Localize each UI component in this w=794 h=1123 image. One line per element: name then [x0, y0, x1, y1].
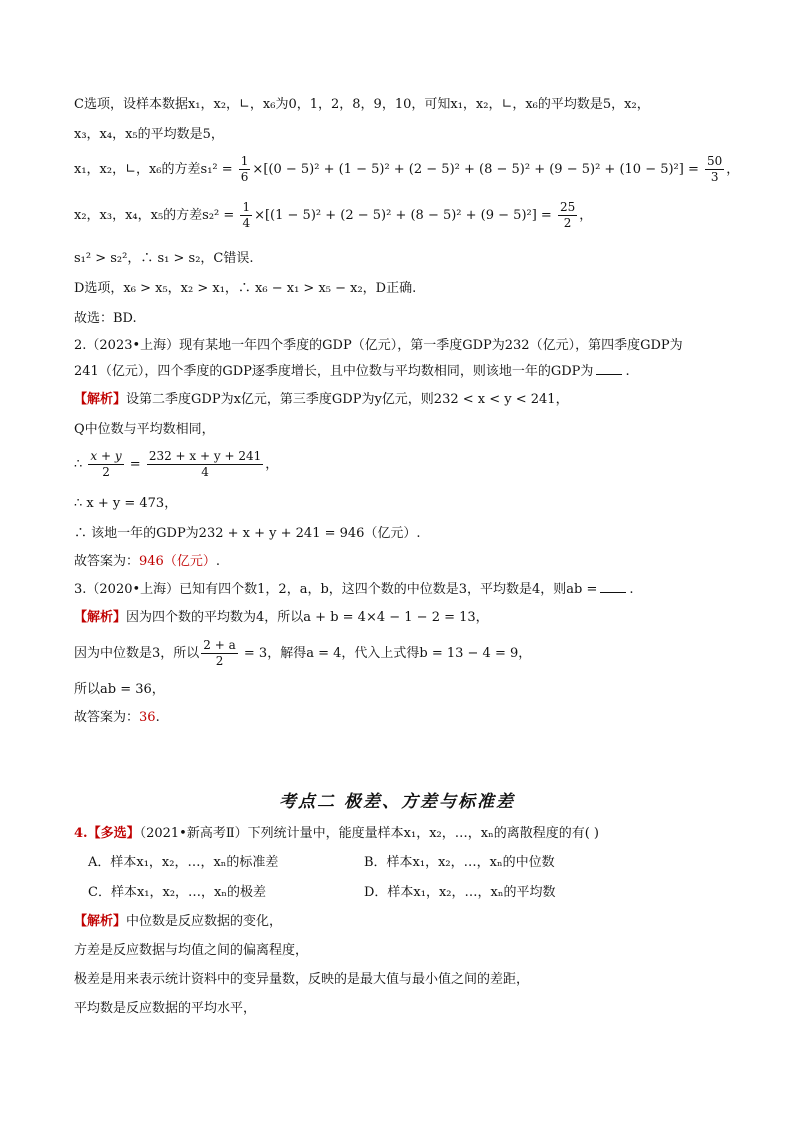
fraction-denominator: 2: [563, 216, 572, 230]
q3-solution-line-2: [74, 636, 531, 672]
q3-solution-text: 因为中位数是3，所以: [74, 646, 200, 661]
fraction-one-quarter: [240, 200, 252, 231]
answer-line-q1: 故选：BD.: [74, 311, 137, 326]
therefore-symbol: ∴: [74, 457, 87, 472]
part-c-line-2: x₃，x₄，x₅的平均数是5，: [74, 127, 224, 142]
variance-s2-body: ×[(1 − 5)² + (2 − 5)² + (8 − 5)² + (9 − 5)²] =: [254, 208, 556, 223]
q2-solution-text: 设第二季度GDP为x亿元，第三季度GDP为y亿元，则232 < x < y < 241，: [126, 392, 569, 407]
equals-sign: =: [125, 457, 145, 472]
fraction-numerator: 232 + x + y + 241: [148, 449, 262, 463]
section-heading: 考点二 极差、方差与标准差: [279, 792, 515, 812]
q3-answer: [74, 708, 160, 728]
fraction-result: [705, 154, 724, 185]
punctuation: ，: [579, 208, 593, 223]
fraction-denominator: 2: [102, 465, 110, 479]
q3-solution-line-3: 所以ab = 36，: [74, 682, 165, 697]
option-b: B．样本x₁，x₂，…，xₙ的中位数: [364, 855, 555, 870]
fraction-numerator: 50: [707, 154, 723, 168]
q3-solution-text: 因为四个数的平均数为4，所以a + b = 4×4 − 1 − 2 = 13，: [126, 610, 489, 625]
q2-solution-line-4: ∴ x + y = 473，: [74, 496, 178, 511]
solution-tag: 【解析】: [74, 392, 127, 407]
fraction-one-sixth: [239, 154, 251, 185]
answer-blank: [596, 362, 622, 375]
option-c: C．样本x₁，x₂，…，xₙ的极差: [88, 885, 266, 900]
variance-s1-body: ×[(0 − 5)² + (1 − 5)² + (2 − 5)² + (8 − 5)² + (9 − 5)² + (10 − 5)²] =: [252, 162, 703, 177]
answer-prefix: 故答案为：: [74, 710, 140, 725]
punctuation: ，: [265, 457, 279, 472]
fraction-numerator: 25: [559, 200, 576, 214]
q3-solution-text: = 3，解得a = 4，代入上式得b = 13 − 4 = 9，: [239, 646, 532, 661]
q3-stem-text: 3.（2020•上海）已知有四个数1，2，a，b，这四个数的中位数是3，平均数是4，则ab =: [74, 582, 598, 597]
q2-answer: [74, 552, 220, 572]
punctuation: .: [215, 554, 220, 569]
fraction-denominator: 4: [201, 465, 209, 479]
punctuation: .: [625, 364, 630, 379]
q4-stem-text: （2021•新高考Ⅱ）下列统计量中，能度量样本x₁，x₂，…，xₙ的离散程度的有( ): [139, 826, 599, 841]
option-d: D．样本x₁，x₂，…，xₙ的平均数: [364, 885, 556, 900]
fraction-median: [201, 638, 237, 669]
q2-stem-text: 241（亿元），四个季度的GDP逐季度增长，且中位数与平均数相同，则该地一年的GDP为: [74, 364, 594, 379]
fraction-median: [88, 449, 123, 480]
punctuation: .: [629, 582, 634, 597]
fraction-result: [558, 200, 577, 231]
variance-s1-prefix: x₁，x₂，∟，x₆的方差s₁² =: [74, 162, 237, 177]
variance-s2-formula: [74, 198, 592, 234]
solution-tag: 【解析】: [74, 610, 127, 625]
q4-solution-line-4: 平均数是反应数据的平均水平，: [74, 1001, 257, 1016]
q2-equation: [74, 447, 278, 483]
solution-tag: 【解析】: [74, 914, 127, 929]
variance-s2-prefix: x₂，x₃，x₄，x₅的方差s₂² =: [74, 208, 239, 223]
fraction-numerator: 1: [240, 154, 249, 168]
q2-stem-line-1: 2.（2023•上海）现有某地一年四个季度的GDP（亿元），第一季度GDP为232（亿元），第四季度GDP为: [74, 338, 683, 353]
q2-stem-line-2: [74, 362, 630, 382]
answer-value: 946（亿元）: [139, 554, 216, 569]
question-tag: 4.【多选】: [74, 826, 140, 841]
fraction-mean: [147, 449, 263, 480]
q2-solution-line-5: ∴ 该地一年的GDP为232 + x + y + 241 = 946（亿元）.: [74, 526, 421, 541]
fraction-denominator: 6: [240, 170, 249, 184]
option-a: A．样本x₁，x₂，…，xₙ的标准差: [88, 855, 279, 870]
q2-solution-line-1: [74, 390, 569, 410]
part-d-line: D选项，x₆ > x₅，x₂ > x₁，∴ x₆ − x₁ > x₅ − x₂，D正确.: [74, 281, 417, 296]
answer-prefix: 故答案为：: [74, 554, 140, 569]
q4-stem: [74, 824, 599, 844]
part-c-line-1: C选项，设样本数据x₁，x₂，∟，x₆为0，1，2，8，9，10，可知x₁，x₂，∟，x₆的平均数是5，x₂，: [74, 97, 650, 112]
fraction-denominator: 3: [710, 170, 719, 184]
q4-solution-line-2: 方差是反应数据与均值之间的偏离程度，: [74, 943, 309, 958]
punctuation: ，: [726, 162, 740, 177]
part-c-conclusion: s₁² > s₂²，∴ s₁ > s₂，C错误.: [74, 251, 254, 266]
answer-value: 36: [139, 710, 156, 725]
q3-stem: [74, 580, 634, 600]
fraction-denominator: 2: [215, 654, 224, 668]
q4-solution-line-3: 极差是用来表示统计资料中的变异量数，反映的是最大值与最小值之间的差距，: [74, 972, 530, 987]
q4-solution-text: 中位数是反应数据的变化，: [126, 914, 283, 929]
fraction-denominator: 4: [242, 216, 251, 230]
punctuation: .: [155, 710, 160, 725]
fraction-numerator: 2 + a: [203, 638, 236, 652]
q3-solution-line-1: [74, 608, 489, 628]
q2-solution-line-2: Q中位数与平均数相同，: [74, 422, 215, 437]
answer-blank: [600, 580, 626, 593]
fraction-numerator: 1: [242, 200, 251, 214]
fraction-numerator: x + y: [90, 449, 122, 463]
q4-solution-line-1: [74, 912, 282, 932]
variance-s1-formula: [74, 152, 739, 188]
